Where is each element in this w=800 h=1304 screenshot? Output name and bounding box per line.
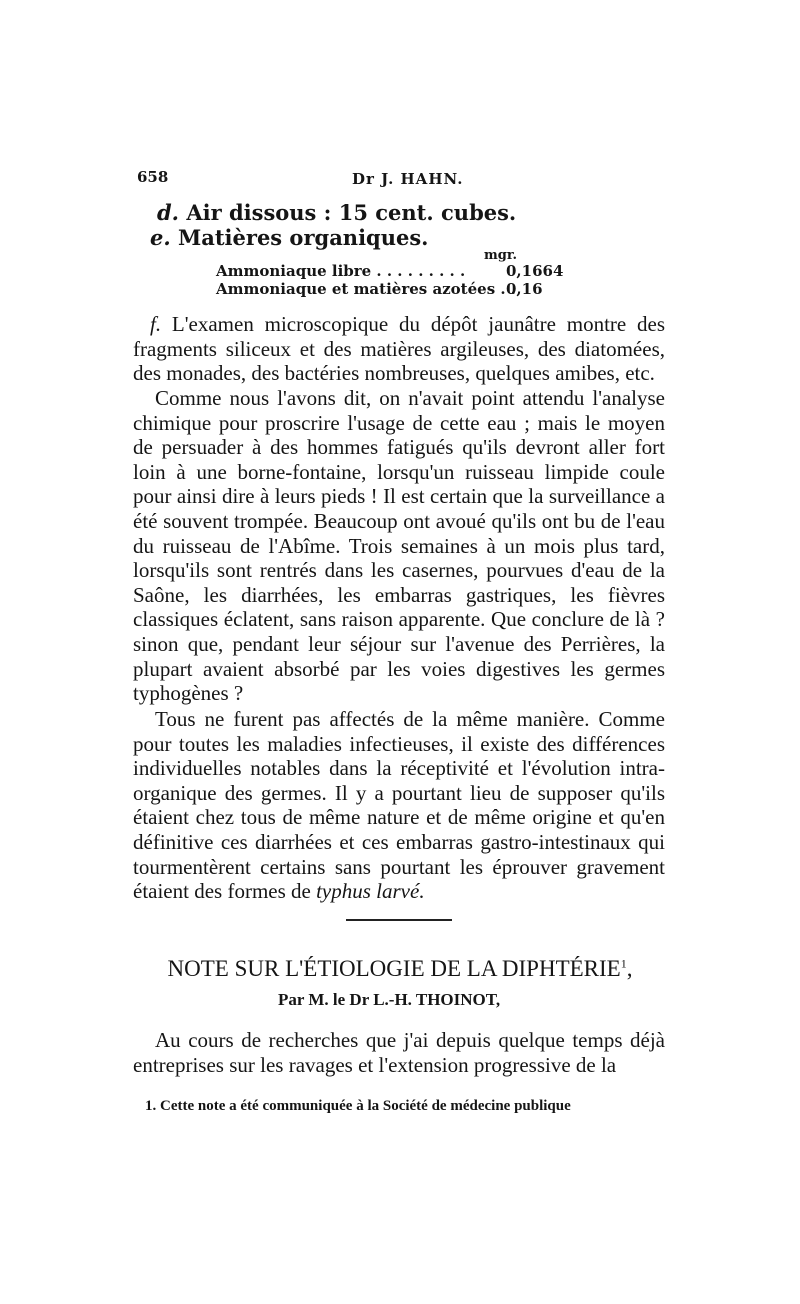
item-e xyxy=(150,225,429,250)
paragraph-f xyxy=(133,312,665,386)
paragraph-research xyxy=(133,1028,665,1077)
note-title-text: NOTE SUR L'ÉTIOLOGIE DE LA DIPHTÉRIE xyxy=(167,956,621,981)
paragraph-typhus-text: Tous ne furent pas affectés de la même manière. Comme pour toutes les maladies infectieuses, il existe des différences individuelles notables dans la réceptivité et l'évolution intra-organique des germes. Il y a pourtant lieu de supposer qu'ils étaient chez tous de même nature et de même origine et qu'en définitive ces diarrhées et ces embarras gastro-intestinaux qui tourmentèrent certains sans pourtant les éprouver gravement étaient des formes de xyxy=(133,707,665,904)
footnote: 1. Cette note a été communiquée à la Société de médecine publique xyxy=(145,1098,571,1114)
table-row-label: Ammoniaque et matières azotées . . xyxy=(216,280,517,298)
paragraph-f-text: L'examen microscopique du dépôt jaunâtre montre des fragments siliceux et des matières argileuses, des diatomées, des monades, des bactéries nombreuses, quelques amibes, etc. xyxy=(133,312,666,386)
paragraph-f-letter: f. xyxy=(150,312,162,336)
author-line: Par M. le Dr L.-H. THOINOT, xyxy=(278,990,501,1009)
running-head: Dr J. HAHN. xyxy=(352,170,464,188)
table-row-value: 0,16 xyxy=(506,280,543,298)
item-e-text: Matières organiques. xyxy=(177,225,429,250)
section-divider xyxy=(346,919,452,921)
item-d-text: Air dissous : 15 cent. cubes. xyxy=(186,200,517,225)
paragraph-research-text: Au cours de recherches que j'ai depuis quelque temps déjà entreprises sur les ravages et l'extension progressive de la xyxy=(133,1028,665,1077)
item-e-letter: e. xyxy=(150,225,171,250)
paragraph-typhus-italic: typhus larvé. xyxy=(316,879,425,904)
table-unit: mgr. xyxy=(484,248,518,263)
item-d-letter: d. xyxy=(157,200,179,225)
note-title-comma: , xyxy=(626,956,633,981)
table-row-label: Ammoniaque libre . . . . . . . . . xyxy=(216,262,466,280)
paragraph-typhus xyxy=(133,707,665,904)
paragraph-analysis xyxy=(133,386,665,706)
footnote-marker: 1 xyxy=(620,956,627,971)
item-d xyxy=(157,200,516,225)
note-title xyxy=(0,956,800,982)
table-row-value: 0,1664 xyxy=(506,262,564,280)
page-number: 658 xyxy=(137,168,169,186)
paragraph-analysis-text: Comme nous l'avons dit, on n'avait point attendu l'analyse chimique pour proscrire l'usage de cette eau ; mais le moyen de persuader à des hommes fatigués qu'ils devront aller fort loin à une borne-fontaine, lorsqu'un ruisseau limpide coule pour ainsi dire à leurs pieds ! Il est certain que la surveillance a été souvent trompée. Beaucoup ont avoué qu'ils ont bu de l'eau du ruisseau de l'Abîme. Trois semaines à un mois plus tard, lorsqu'ils sont rentrés dans les casernes, pourvues d'eau de la Saône, les diarrhées, les embarras gastriques, les fièvres classiques éclatent, sans raison apparente. Que conclure de là ? sinon que, pendant leur séjour sur l'avenue des Perrières, la plupart avaient absorbé par les voies digestives les germes typhogènes ? xyxy=(133,386,665,706)
